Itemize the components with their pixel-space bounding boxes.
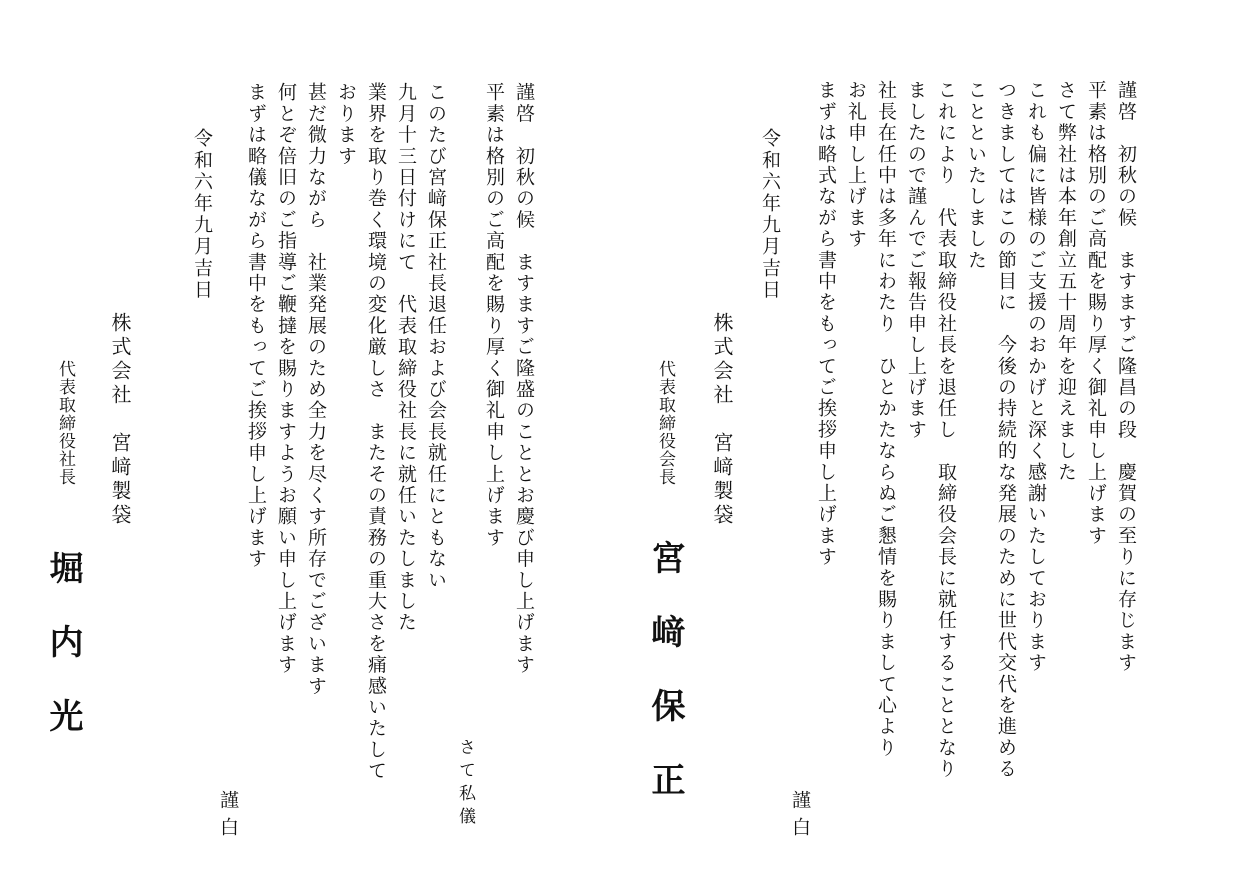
body-line: このたび宮﨑保正社長退任および会長就任にともない [425, 82, 447, 591]
body-line: 何とぞ倍旧のご指導ご鞭撻を賜りますようお願い申し上げます [275, 82, 297, 676]
body-line: おります [335, 82, 357, 167]
body-line: 平素は格別のご高配を賜り厚く御礼申し上げます [1085, 80, 1107, 547]
closing: 謹白 [789, 790, 811, 844]
body-line: 謹啓 初秋の候 ますますご隆盛のこととお慶び申し上げます [513, 82, 535, 676]
date: 令和六年九月吉日 [759, 128, 781, 301]
date: 令和六年九月吉日 [191, 128, 213, 301]
signer-name: 宮﨑保正 [645, 540, 685, 836]
body-line: 社長在任中は多年にわたり ひとかたならぬご懇情を賜りまして心より [875, 80, 897, 759]
body-line: さて弊社は本年創立五十周年を迎えました [1055, 80, 1077, 483]
signer-title: 代表取締役社長 [55, 360, 75, 486]
body-line: つきましてはこの節目に 今後の持続的な発展のために世代交代を進める [995, 80, 1017, 780]
signer-name: 堀内光 [43, 550, 83, 772]
company-name: 株式会社 宮﨑製袋 [710, 312, 734, 528]
closing: 謹白 [217, 790, 239, 844]
body-line: お礼申し上げます [845, 80, 867, 250]
letter-left [0, 0, 620, 877]
body-line: 平素は格別のご高配を賜り厚く御礼申し上げます [483, 82, 505, 549]
body-line: 甚だ微力ながら 社業発展のため全力を尽くす所存でございます [305, 82, 327, 697]
salutation: さて私儀 [455, 738, 475, 830]
company-name: 株式会社 宮﨑製袋 [108, 312, 132, 528]
body-line: 業界を取り巻く環境の変化厳しさ またその責務の重大さを痛感いたして [365, 82, 387, 782]
body-line: これも偏に皆様のご支援のおかげと深く感謝いたしております [1025, 80, 1047, 674]
body-line: これにより 代表取締役社長を退任し 取締役会長に就任することとなり [935, 80, 957, 780]
body-line: ことといたしました [965, 80, 987, 271]
signer-title: 代表取締役会長 [655, 360, 675, 486]
body-line: 謹啓 初秋の候 ますますご隆昌の段 慶賀の至りに存じます [1115, 80, 1137, 674]
body-line: まずは略式ながら書中をもってご挨拶申し上げます [815, 80, 837, 568]
letter-right [620, 0, 1241, 877]
body-line: 九月十三日付けにて 代表取締役社長に就任いたしました [395, 82, 417, 634]
body-line: ましたので謹んでご報告申し上げます [905, 80, 927, 441]
body-line: まずは略儀ながら書中をもってご挨拶申し上げます [245, 82, 267, 570]
